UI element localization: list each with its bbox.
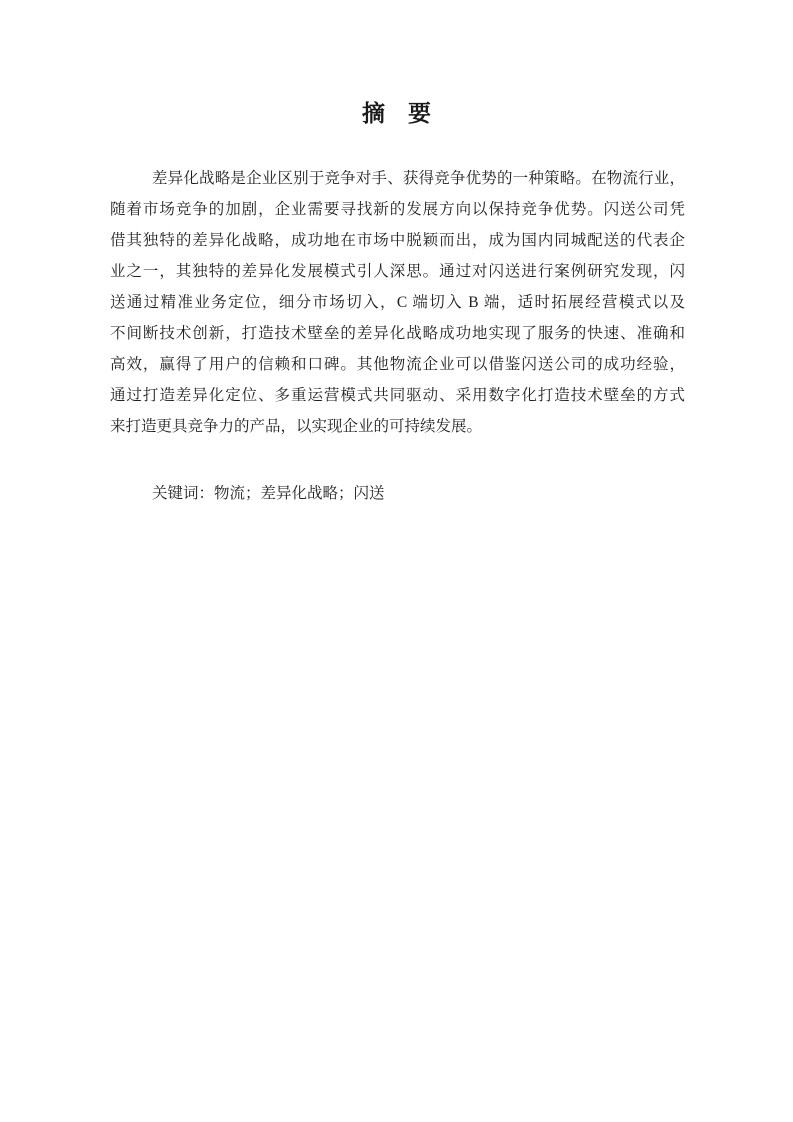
paragraph-line: 送通过精准业务定位，细分市场切入，C 端切入 B 端，适时拓展经营模式以及 xyxy=(110,294,685,311)
paragraph-line: 随着市场竞争的加剧，企业需要寻找新的发展方向以保持竞争优势。闪送公司凭 xyxy=(110,201,685,218)
paragraph-line: 来打造更具竞争力的产品，以实现企业的可持续发展。 xyxy=(110,418,483,435)
paragraph-line: 高效，赢得了用户的信赖和口碑。其他物流企业可以借鉴闪送公司的成功经验， xyxy=(110,356,685,373)
abstract-paragraph xyxy=(110,163,685,442)
keywords-label: 关键词： xyxy=(152,485,215,502)
keywords-line xyxy=(110,478,685,509)
paragraph-line: 不间断技术创新，打造技术壁垒的差异化战略成功地实现了服务的快速、准确和 xyxy=(110,325,685,342)
paragraph-line: 差异化战略是企业区别于竞争对手、获得竞争优势的一种策略。在物流行业， xyxy=(152,170,685,187)
page-title: 摘 要 xyxy=(362,101,431,126)
paragraph-line: 借其独特的差异化战略，成功地在市场中脱颖而出，成为国内同城配送的代表企 xyxy=(110,232,685,249)
paragraph-line: 通过打造差异化定位、多重运营模式共同驱动、采用数字化打造技术壁垒的方式 xyxy=(110,387,685,404)
paragraph-line: 业之一，其独特的差异化发展模式引人深思。通过对闪送进行案例研究发现，闪 xyxy=(110,263,685,280)
keywords-value: 物流；差异化战略；闪送 xyxy=(214,485,385,502)
